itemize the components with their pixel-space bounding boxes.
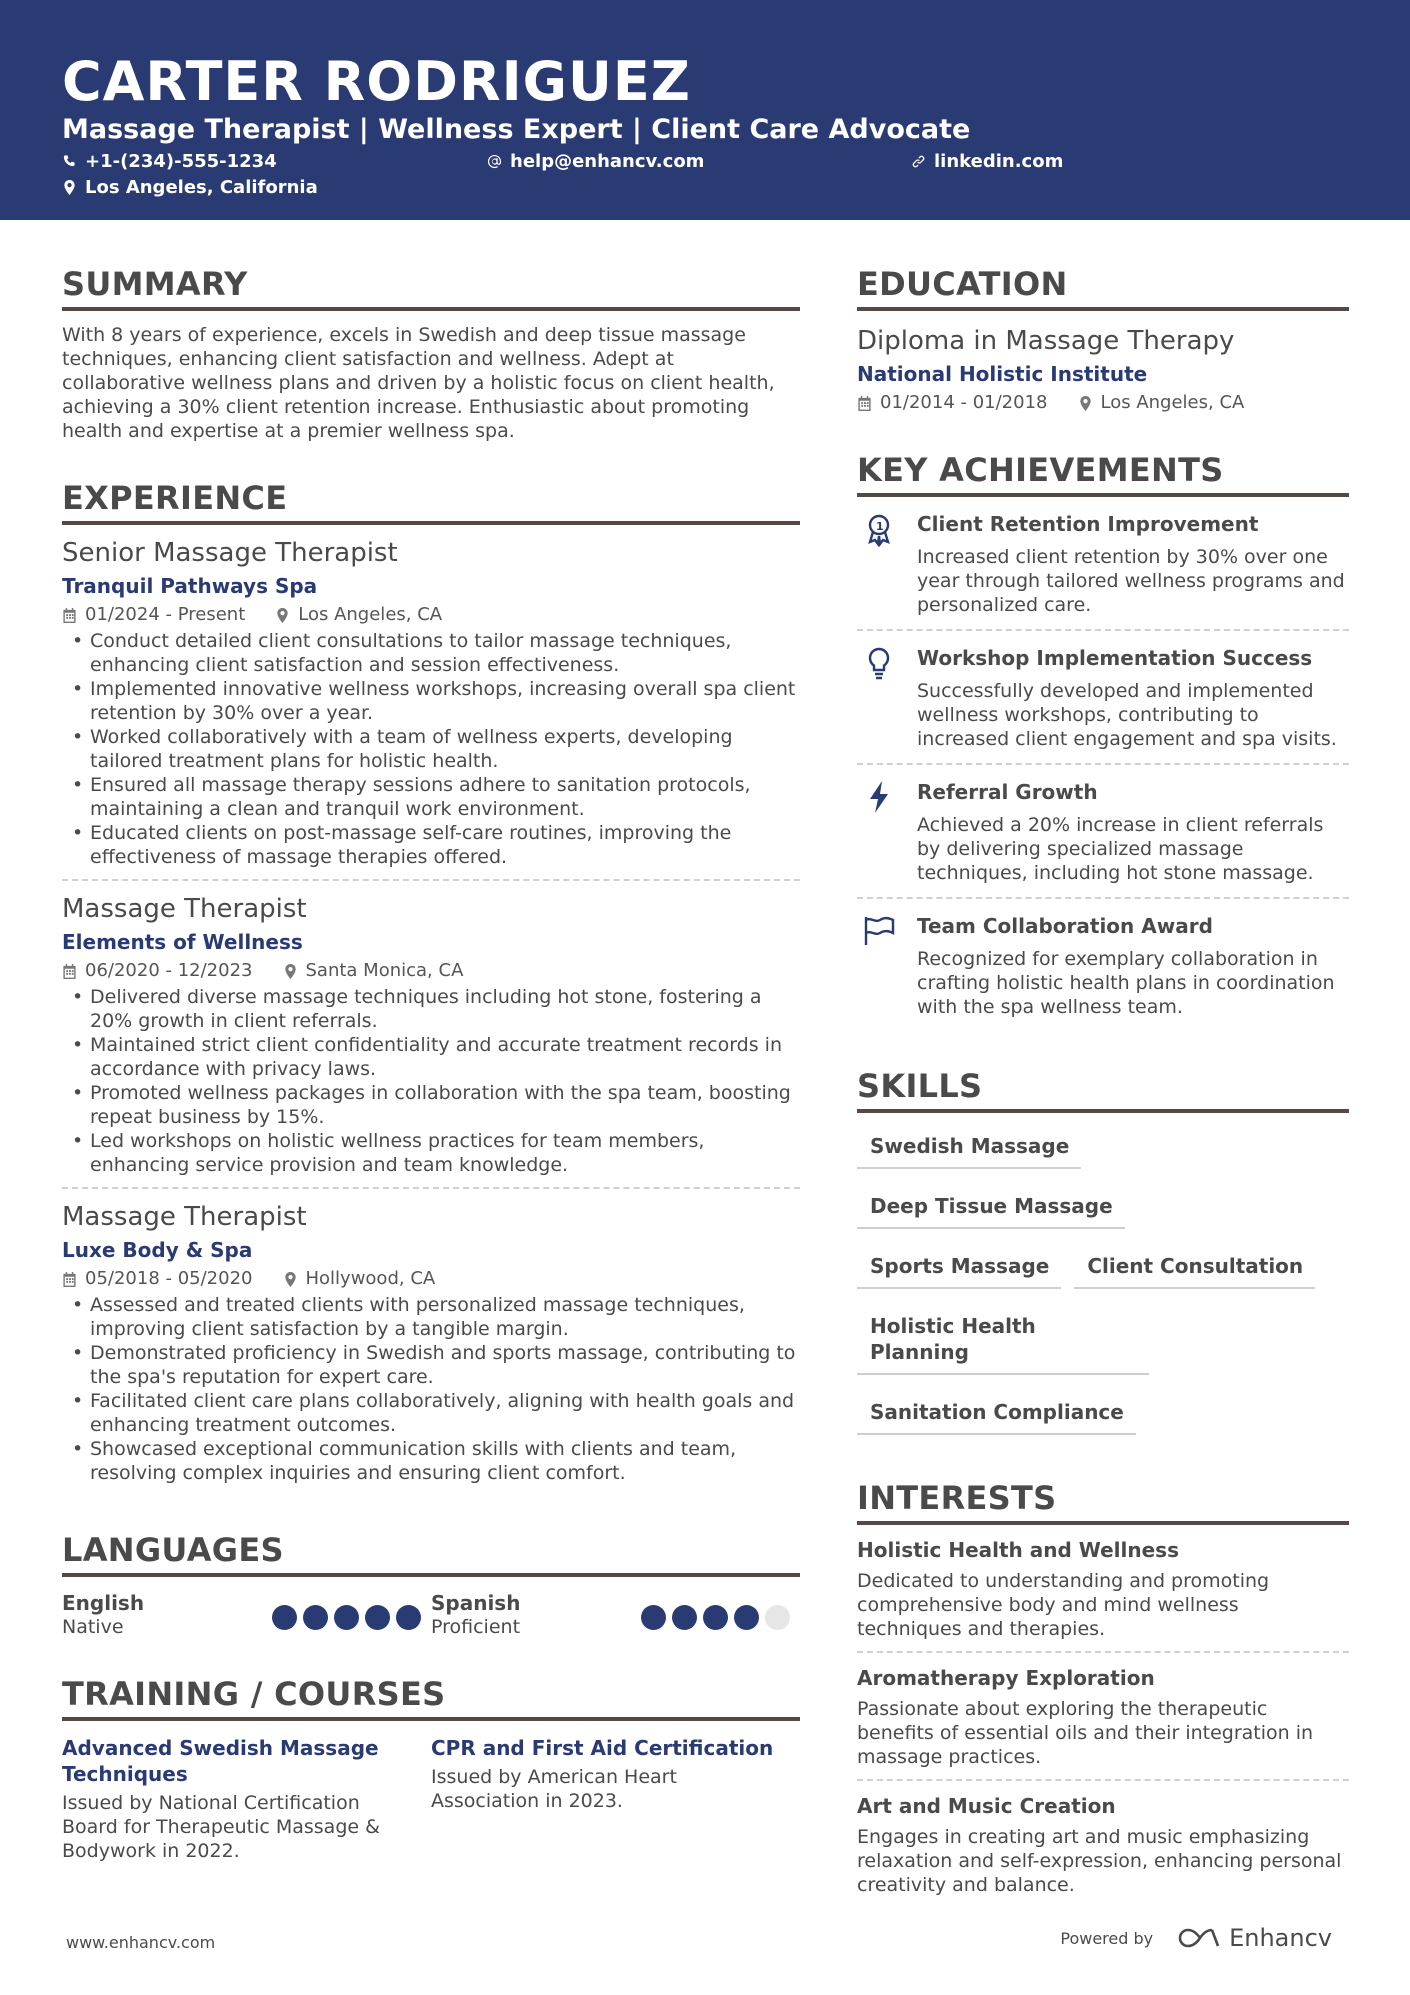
job-title: Massage Therapist — [62, 894, 307, 924]
interests-section — [857, 1479, 1349, 1907]
contact-email[interactable] — [487, 151, 704, 172]
achievement-title: Workshop Implementation Success — [917, 646, 1313, 670]
achievement-desc: Increased client retention by 30% over one year through tailored wellness programs and personalized care. — [917, 546, 1345, 616]
language-name: Spanish — [431, 1591, 521, 1615]
job-title: Senior Massage Therapist — [62, 538, 398, 568]
achievement-desc: Achieved a 20% increase in client referrals by delivering specialized massage techniques, including hot stone massage. — [917, 814, 1324, 884]
course-desc: Issued by American Heart Association in 2023. — [431, 1766, 677, 1812]
phone-text: +1-(234)-555-1234 — [85, 151, 277, 172]
job-entry — [62, 1189, 800, 1495]
job-bullets — [62, 985, 800, 1177]
bullet-item: • Implemented innovative wellness workshops, increasing overall spa client retention by 30% over a year. — [62, 677, 800, 725]
bullet-item: • Demonstrated proficiency in Swedish and sports massage, contributing to the spa's reputation for expert care. — [62, 1341, 800, 1389]
rating-dot-filled — [396, 1605, 421, 1630]
skill-tag: Client Consultation — [1074, 1245, 1315, 1289]
lightning-icon — [861, 779, 897, 815]
summary-section — [62, 265, 800, 443]
job-dates: 05/2018 - 05/2020 — [85, 1268, 253, 1289]
link-icon — [911, 154, 926, 169]
contact-location — [62, 177, 318, 198]
language-rating — [272, 1605, 421, 1630]
course-desc: Issued by National Certification Board for Therapeutic Massage & Bodywork in 2022. — [62, 1792, 380, 1862]
education-meta — [857, 391, 1349, 415]
course-title: Advanced Swedish Massage Techniques — [62, 1736, 379, 1786]
bullet-item: • Facilitated client care plans collaboratively, aligning with health goals and enhancing treatment outcomes. — [62, 1389, 800, 1437]
languages-section — [62, 1531, 800, 1639]
location-pin-icon — [283, 964, 298, 979]
bullet-item: • Delivered diverse massage techniques including hot stone, fostering a 20% growth in client referrals. — [62, 985, 800, 1033]
achievement-title: Referral Growth — [917, 780, 1098, 804]
interest-item — [857, 1781, 1349, 1907]
interest-desc: Dedicated to understanding and promoting comprehensive body and mind wellness techniques and therapies. — [857, 1570, 1270, 1640]
language-name: English — [62, 1591, 145, 1615]
job-location: Los Angeles, CA — [298, 604, 443, 625]
section-heading: SKILLS — [857, 1067, 1349, 1113]
award-icon — [861, 511, 897, 547]
rating-dot-filled — [272, 1605, 297, 1630]
rating-dot-filled — [303, 1605, 328, 1630]
rating-dot-filled — [334, 1605, 359, 1630]
rating-dot-filled — [641, 1605, 666, 1630]
education-dates: 01/2014 - 01/2018 — [880, 392, 1048, 413]
section-heading: TRAINING / COURSES — [62, 1675, 800, 1721]
calendar-icon — [62, 608, 77, 623]
bullet-item: • Conduct detailed client consultations to tailor massage techniques, enhancing client satisfaction and session effectiveness. — [62, 629, 800, 677]
powered-by-text: Powered by — [1060, 1928, 1154, 1948]
bullet-item: • Led workshops on holistic wellness practices for team members, enhancing service provision and team knowledge. — [62, 1129, 800, 1177]
job-entry — [62, 525, 800, 881]
phone-icon — [62, 154, 77, 169]
section-heading: INTERESTS — [857, 1479, 1349, 1525]
training-section — [62, 1675, 800, 1863]
job-entry — [62, 881, 800, 1189]
course-item — [431, 1735, 800, 1863]
section-heading: KEY ACHIEVEMENTS — [857, 451, 1349, 497]
job-title: Massage Therapist — [62, 1202, 307, 1232]
job-location: Santa Monica, CA — [305, 960, 464, 981]
calendar-icon — [857, 396, 872, 411]
rating-dot-filled — [365, 1605, 390, 1630]
interest-title: Art and Music Creation — [857, 1794, 1116, 1818]
language-level: Proficient — [431, 1616, 521, 1638]
language-level: Native — [62, 1616, 124, 1638]
achievement-desc: Successfully developed and implemented wellness workshops, contributing to increased client engagement and spa visits. — [917, 680, 1337, 750]
rating-dot-filled — [703, 1605, 728, 1630]
location-pin-icon — [275, 608, 290, 623]
footer-website[interactable]: www.enhancv.com — [66, 1933, 216, 1952]
bullet-item: • Ensured all massage therapy sessions adhere to sanitation protocols, maintaining a clean and tranquil work environment. — [62, 773, 800, 821]
achievement-item — [857, 497, 1349, 631]
achievement-item — [857, 899, 1349, 1031]
brand-name: Enhancv — [1229, 1924, 1332, 1952]
footer-branding — [1060, 1924, 1332, 1952]
achievement-title: Team Collaboration Award — [917, 914, 1213, 938]
bullet-item: • Worked collaboratively with a team of wellness experts, developing tailored treatment plans for holistic health. — [62, 725, 800, 773]
location-text: Los Angeles, California — [85, 177, 318, 198]
skill-list — [857, 1125, 1349, 1451]
company-name: Tranquil Pathways Spa — [62, 574, 318, 598]
achievements-section — [857, 451, 1349, 1031]
job-bullets — [62, 629, 800, 869]
rating-dot-filled — [672, 1605, 697, 1630]
job-location: Hollywood, CA — [305, 1268, 436, 1289]
bullet-item: • Maintained strict client confidentiality and accurate treatment records in accordance with privacy laws. — [62, 1033, 800, 1081]
interest-item — [857, 1525, 1349, 1653]
location-pin-icon — [283, 1272, 298, 1287]
calendar-icon — [62, 1272, 77, 1287]
education-section — [857, 265, 1349, 415]
skill-tag: Deep Tissue Massage — [857, 1185, 1125, 1229]
language-item — [62, 1591, 431, 1639]
linkedin-text: linkedin.com — [934, 151, 1064, 172]
lightbulb-icon — [861, 645, 897, 681]
location-pin-icon — [62, 180, 77, 195]
candidate-title: Massage Therapist | Wellness Expert | Client Care Advocate — [62, 114, 971, 145]
school-name: National Holistic Institute — [857, 362, 1148, 386]
course-title: CPR and First Aid Certification — [431, 1736, 774, 1760]
contact-phone — [62, 151, 277, 172]
section-heading: EXPERIENCE — [62, 479, 800, 525]
achievement-desc: Recognized for exemplary collaboration in crafting holistic health plans in coordination with the spa wellness team. — [917, 948, 1335, 1018]
job-meta — [62, 1267, 800, 1291]
enhancv-logo[interactable] — [1177, 1924, 1332, 1952]
rating-dot-filled — [734, 1605, 759, 1630]
calendar-icon — [62, 964, 77, 979]
interest-title: Holistic Health and Wellness — [857, 1538, 1179, 1562]
email-text: help@enhancv.com — [510, 151, 705, 172]
section-heading: LANGUAGES — [62, 1531, 800, 1577]
job-bullets — [62, 1293, 800, 1485]
bullet-item: • Educated clients on post-massage self-care routines, improving the effectiveness of massage therapies offered. — [62, 821, 800, 869]
flag-icon — [861, 913, 897, 949]
skill-tag: Holistic Health Planning — [857, 1305, 1149, 1375]
skills-section — [857, 1067, 1349, 1451]
interest-item — [857, 1653, 1349, 1781]
skill-tag: Swedish Massage — [857, 1125, 1081, 1169]
job-meta — [62, 603, 800, 627]
skill-tag: Sports Massage — [857, 1245, 1061, 1289]
interest-desc: Passionate about exploring the therapeutic benefits of essential oils and their integration in massage practices. — [857, 1698, 1314, 1768]
bullet-item: • Showcased exceptional communication skills with clients and team, resolving complex inquiries and ensuring client comfort. — [62, 1437, 800, 1485]
section-heading: EDUCATION — [857, 265, 1349, 311]
location-pin-icon — [1078, 396, 1093, 411]
section-heading: SUMMARY — [62, 265, 800, 311]
right-column — [857, 265, 1349, 1943]
contact-linkedin[interactable] — [911, 151, 1063, 172]
education-location: Los Angeles, CA — [1100, 392, 1245, 413]
rating-dot-empty — [765, 1605, 790, 1630]
candidate-name: CARTER RODRIGUEZ — [62, 50, 691, 113]
course-list — [62, 1735, 800, 1863]
bullet-item: • Assessed and treated clients with personalized massage techniques, improving client satisfaction by a tangible margin. — [62, 1293, 800, 1341]
company-name: Elements of Wellness — [62, 930, 303, 954]
degree-title: Diploma in Massage Therapy — [857, 326, 1235, 356]
resume-header — [0, 0, 1410, 220]
skill-tag: Sanitation Compliance — [857, 1391, 1136, 1435]
experience-section — [62, 479, 800, 1495]
language-rating — [641, 1605, 790, 1630]
svg-text:1: 1 — [876, 520, 884, 533]
achievement-title: Client Retention Improvement — [917, 512, 1259, 536]
achievement-item — [857, 765, 1349, 899]
job-meta — [62, 959, 800, 983]
summary-text: With 8 years of experience, excels in Swedish and deep tissue massage techniques, enhancing client satisfaction and wellness. Adept at collaborative wellness plans and driven by a holistic focus on client health, achieving a 30% client retention increase. Enthusiastic about promoting health and expertise at a premier wellness spa. — [62, 324, 775, 442]
left-column — [62, 265, 800, 1899]
achievement-item — [857, 631, 1349, 765]
infinity-logo-icon — [1177, 1926, 1223, 1950]
interest-desc: Engages in creating art and music emphasizing relaxation and self-expression, enhancing personal creativity and balance. — [857, 1826, 1342, 1896]
company-name: Luxe Body & Spa — [62, 1238, 253, 1262]
language-item — [431, 1591, 800, 1639]
at-icon — [487, 154, 502, 169]
job-dates: 06/2020 - 12/2023 — [85, 960, 253, 981]
course-item — [62, 1735, 431, 1863]
bullet-item: • Promoted wellness packages in collaboration with the spa team, boosting repeat business by 15%. — [62, 1081, 800, 1129]
job-dates: 01/2024 - Present — [85, 604, 246, 625]
interest-title: Aromatherapy Exploration — [857, 1666, 1155, 1690]
language-list — [62, 1591, 800, 1639]
